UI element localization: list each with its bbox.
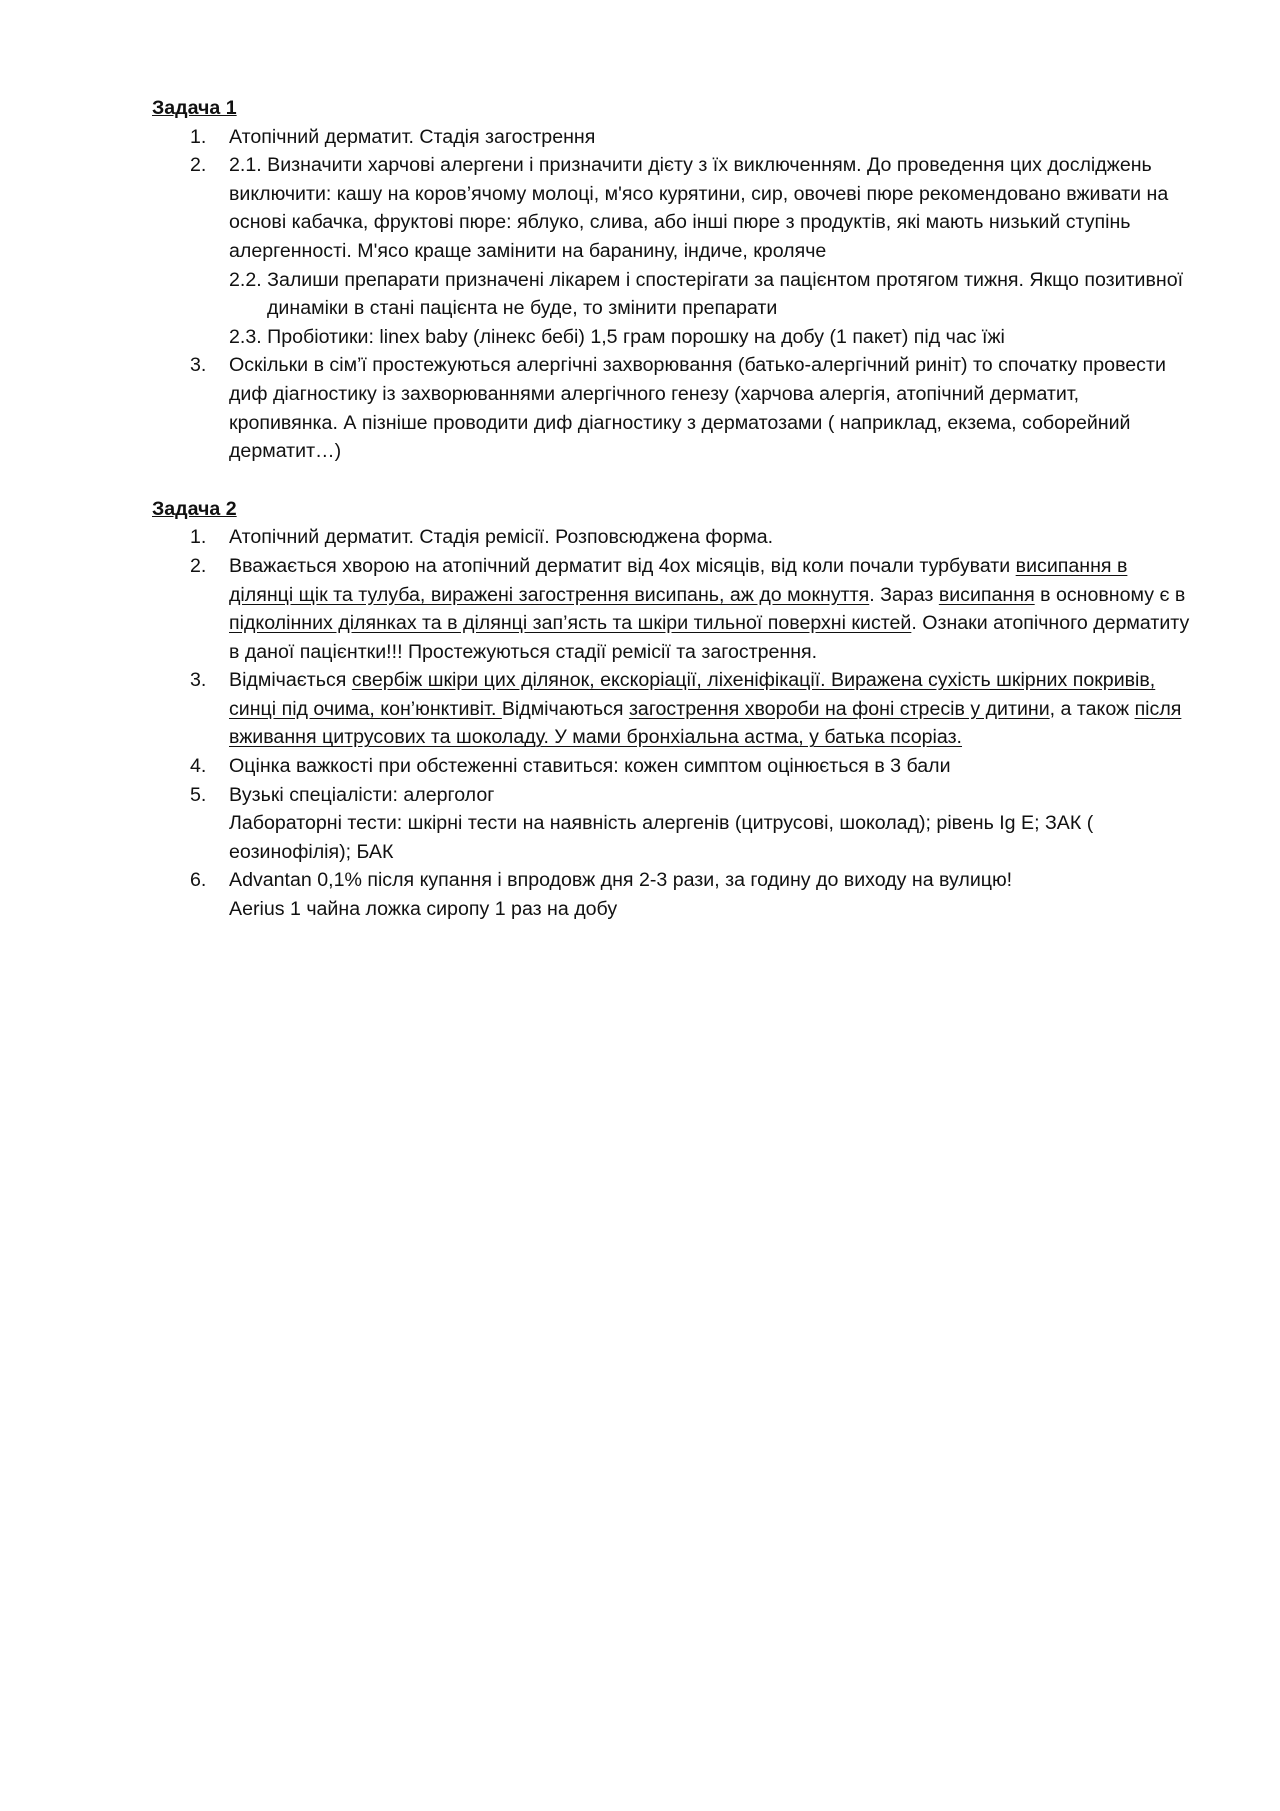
- item-text: Атопічний дерматит. Стадія ремісії. Розповсюджена форма.: [229, 526, 774, 549]
- subitem-text: Пробіотики: linex baby (лінекс бебі) 1,5 грам порошку на добу (1 пакет) під час їжі: [267, 325, 1005, 348]
- item-text: Advantan 0,1% після купання і впродовж дня 2-3 рази, за годину до виходу на вулицю!: [229, 869, 1013, 892]
- item-text: Вважається хворою на атопічний дерматит від 4ох місяців, від коли почали турбувати: [229, 554, 1016, 577]
- underlined-text: висипання в ділянці щік та тулуба, виражені загострення висипань, аж до мокнуття: [229, 554, 1128, 606]
- item-number: 5.: [190, 783, 207, 806]
- task1-item-1: [152, 123, 1192, 152]
- task2-item-2: [152, 552, 1192, 666]
- item-text: Оскільки в сім’ї простежуються алергічні захворювання (батько-алергічний риніт) то спочатку провести диф діагностику із захворюваннями алергічного генезу (харчова алергія, атопічний дерматит, кропивянка. А пізніше проводити диф діагностику з дерматозами ( наприклад, екзема, соборейний дерматит…): [229, 354, 1166, 463]
- section-gap: [152, 466, 1192, 495]
- item-number: 2.: [190, 554, 207, 577]
- task2-item-5: [152, 781, 1192, 867]
- subitem-number: 2.2.: [229, 268, 262, 291]
- item-number: 6.: [190, 869, 207, 892]
- underlined-text: висипання: [938, 583, 1035, 606]
- item-text: . Зараз: [869, 583, 939, 606]
- task2-list: [152, 523, 1192, 923]
- item-text: Вузькі спеціалісти: алерголог: [229, 783, 495, 806]
- item-text: Оцінка важкості при обстеженні ставиться: кожен симптом оцінюється в 3 бали: [229, 755, 951, 778]
- underlined-text: підколінних ділянках та в ділянці зап’ясть та шкіри тильної поверхні кистей: [229, 612, 912, 635]
- item-number: 1.: [190, 526, 207, 549]
- item-text: Aerius 1 чайна ложка сиропу 1 раз на добу: [229, 898, 618, 921]
- task2-item-3: [152, 666, 1192, 752]
- task2-item-1: [152, 523, 1192, 552]
- task1-item-2: [152, 151, 1192, 351]
- document-page: [152, 94, 1192, 924]
- task1-heading: Задача 1: [152, 97, 237, 119]
- subitem-number: 2.3.: [229, 325, 262, 348]
- task2-item-6: [152, 866, 1192, 923]
- underlined-text: після вживання цитрусових та шоколаду. У мами бронхіальна астма, у батька псоріаз.: [229, 697, 1182, 749]
- task1-subitem-2-2: [229, 266, 1192, 323]
- item-text: Відмічаються: [501, 697, 629, 720]
- task1-subitem-2-3: [229, 323, 1192, 352]
- item-number: 3.: [190, 669, 207, 692]
- item-text: Атопічний дерматит. Стадія загострення: [229, 125, 596, 148]
- task1-item-3: [152, 351, 1192, 465]
- item-text: , а також: [1049, 697, 1135, 720]
- underlined-text: загострення хвороби на фоні стресів у дитини: [628, 697, 1050, 720]
- task1-list: [152, 123, 1192, 466]
- underlined-text: свербіж шкіри цих ділянок, екскоріації, ліхеніфікації. Виражена сухість шкірних покривів, синці під очима, кон’юнктивіт.: [229, 669, 1156, 720]
- task2-item-4: [152, 752, 1192, 781]
- item-text: . Ознаки атопічного дерматиту в даної пацієнтки!!! Простежуються стадії ремісії та загострення.: [229, 612, 1190, 663]
- item-text: 2.1. Визначити харчові алергени і призначити дієту з їх виключенням. До проведення цих досліджень виключити: кашу на коров’ячому молоці, м'ясо курятини, сир, овочеві пюре рекомендовано вживати на основі кабачка, фруктові пюре: яблуко, слива, або інші пюре з продуктів, які мають низький ступінь алергенності. М'ясо краще замінити на баранину, індиче, кроляче: [229, 154, 1169, 262]
- item-number: 2.: [190, 154, 207, 177]
- item-number: 3.: [190, 354, 207, 377]
- item-text: в основному є в: [1034, 583, 1186, 606]
- item-text: Лабораторні тести: шкірні тести на наявність алергенів (цитрусові, шоколад); рівень Ig E; ЗАК ( еозинофілія); БАК: [229, 812, 1094, 863]
- subitem-text: Залиши препарати призначені лікарем і спостерігати за пацієнтом протягом тижня. Якщо позитивної динаміки в стані пацієнта не буде, то змінити препарати: [267, 268, 1184, 320]
- item-number: 1.: [190, 125, 207, 148]
- task2-heading: Задача 2: [152, 497, 237, 520]
- item-number: 4.: [190, 755, 207, 778]
- item-text: Відмічається: [229, 669, 352, 692]
